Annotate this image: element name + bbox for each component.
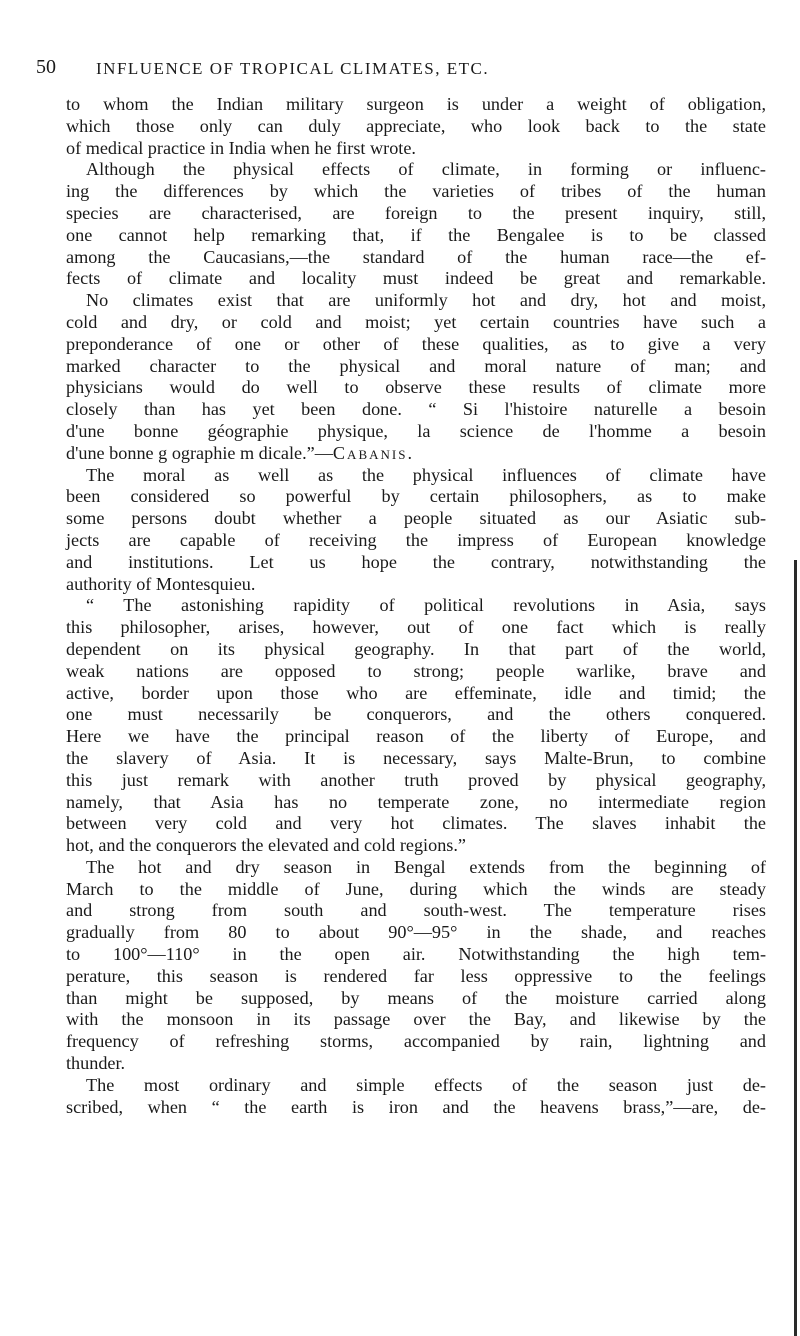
text-line: March to the middle of June, during which the winds are steady <box>66 878 766 899</box>
text-line: than might be supposed, by means of the moisture carried along <box>66 987 766 1008</box>
text-line: authority of Montesquieu. <box>66 573 256 594</box>
text-line: Here we have the principal reason of the liberty of Europe, and <box>66 726 766 747</box>
text-line: of medical practice in India when he first wrote. <box>66 137 416 158</box>
text-line: Although the physical effects of climate, in forming or influenc- <box>86 159 766 180</box>
running-head <box>36 56 766 84</box>
text-line: been considered so powerful by certain philosophers, as to make <box>66 486 766 507</box>
text-line: one must necessarily be conquerors, and the others conquered. <box>66 704 766 725</box>
text-line: jects are capable of receiving the impress of European knowledge <box>66 529 766 550</box>
text-line: physicians would do well to observe these results of climate more <box>66 377 766 398</box>
text-line: among the Caucasians,—the standard of the human race—the ef- <box>66 246 766 267</box>
page-edge-shadow <box>794 560 797 1336</box>
quotation-text: d'une bonne g ographie m dicale.”— <box>66 442 333 463</box>
running-title: INFLUENCE OF TROPICAL CLIMATES, ETC. <box>96 59 490 78</box>
text-line: between very cold and very hot climates. The slaves inhabit the <box>66 813 766 834</box>
text-line: thunder. <box>66 1053 126 1074</box>
text-line: preponderance of one or other of these qualities, as to give a very <box>66 333 766 354</box>
text-line: and strong from south and south-west. The temperature rises <box>66 900 766 921</box>
text-line: to whom the Indian military surgeon is under a weight of obligation, <box>66 94 766 114</box>
text-line: with the monsoon in its passage over the Bay, and likewise by the <box>66 1009 766 1030</box>
text-line: the slavery of Asia. It is necessary, says Malte-Brun, to combine <box>66 747 766 768</box>
text-line: frequency of refreshing storms, accompanied by rain, lightning and <box>66 1031 766 1052</box>
text-line: weak nations are opposed to strong; people warlike, brave and <box>66 660 766 681</box>
text-line: which those only can duly appreciate, who look back to the state <box>66 115 766 136</box>
text-line: closely than has yet been done. “ Si l'histoire naturelle a besoin <box>66 399 766 420</box>
text-line: The moral as well as the physical influences of climate have <box>86 464 766 485</box>
text-line: species are characterised, are foreign to the present inquiry, still, <box>66 202 766 223</box>
text-line-with-citation <box>66 443 766 465</box>
page-number: 50 <box>36 56 56 78</box>
text-line: gradually from 80 to about 90°—95° in the shade, and reaches <box>66 922 766 943</box>
text-line: one cannot help remarking that, if the Bengalee is to be classed <box>66 224 766 245</box>
text-line: this just remark with another truth proved by physical geography, <box>66 769 766 790</box>
text-line: namely, that Asia has no temperate zone, no intermediate region <box>66 791 766 812</box>
text-line: “ The astonishing rapidity of political revolutions in Asia, says <box>86 595 766 616</box>
text-line: hot, and the conquerors the elevated and cold regions.” <box>66 835 466 856</box>
citation-author: Cabanis. <box>332 442 414 463</box>
text-line: ing the differences by which the varieties of tribes of the human <box>66 181 766 202</box>
text-line: to 100°—110° in the open air. Notwithstanding the high tem- <box>66 944 766 965</box>
text-line: active, border upon those who are effeminate, idle and timid; the <box>66 682 766 703</box>
text-line: perature, this season is rendered far less oppressive to the feelings <box>66 965 766 986</box>
text-line: fects of climate and locality must indeed be great and remarkable. <box>66 268 766 289</box>
text-line: marked character to the physical and moral nature of man; and <box>66 355 766 376</box>
text-line: dependent on its physical geography. In that part of the world, <box>66 638 766 659</box>
body-text <box>66 94 766 1118</box>
text-line: some persons doubt whether a people situated as our Asiatic sub- <box>66 508 766 529</box>
text-line: scribed, when “ the earth is iron and the heavens brass,”—are, de- <box>66 1096 766 1117</box>
text-line: The most ordinary and simple effects of the season just de- <box>86 1074 766 1095</box>
text-line: The hot and dry season in Bengal extends from the beginning of <box>86 856 766 877</box>
text-line: d'une bonne géographie physique, la science de l'homme a besoin <box>66 420 766 441</box>
text-line: and institutions. Let us hope the contrary, notwithstanding the <box>66 551 766 572</box>
text-line: cold and dry, or cold and moist; yet certain countries have such a <box>66 311 766 332</box>
text-line: this philosopher, arises, however, out of one fact which is really <box>66 617 766 638</box>
text-line: No climates exist that are uniformly hot and dry, hot and moist, <box>86 290 766 311</box>
